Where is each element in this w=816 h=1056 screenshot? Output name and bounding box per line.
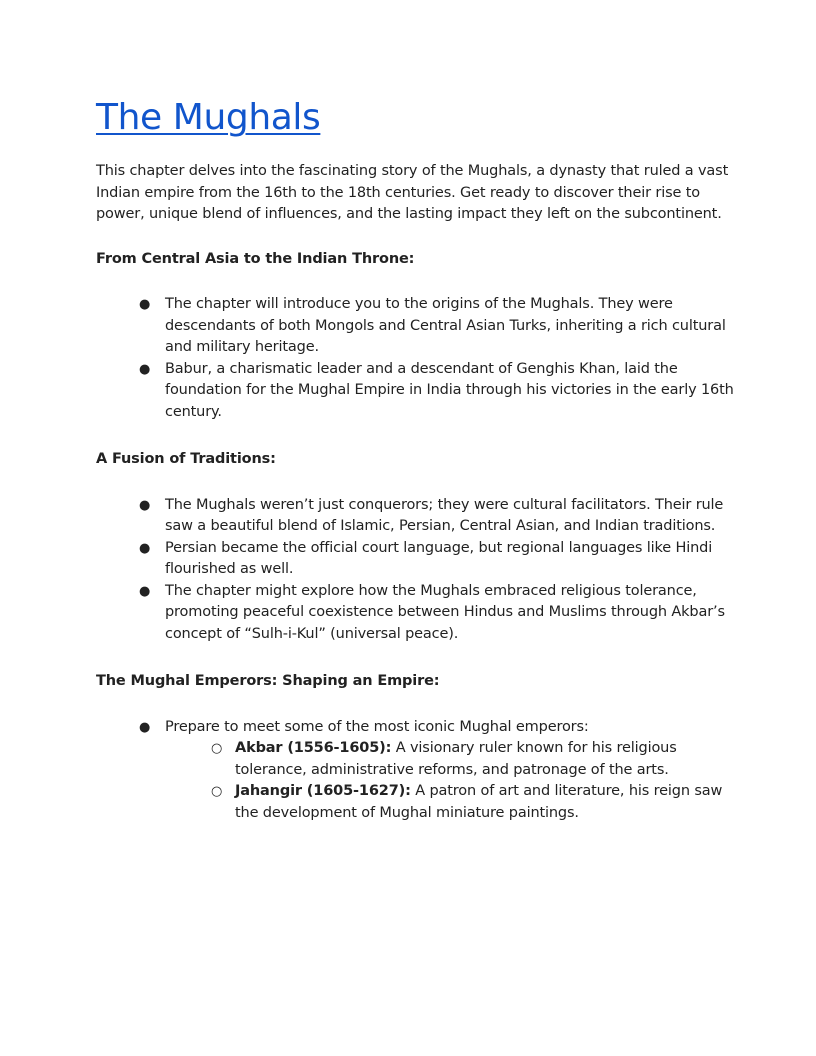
list-item xyxy=(96,581,736,646)
emperors-bullet-list xyxy=(96,717,736,825)
sub-bullet-icon: ○ xyxy=(211,784,223,799)
bullet-icon: ● xyxy=(139,583,151,599)
emperor-name-jahangir: Jahangir (1605-1627): xyxy=(235,783,411,799)
list-item xyxy=(96,294,736,359)
list-item xyxy=(96,538,736,581)
section-heading-origins: From Central Asia to the Indian Throne: xyxy=(96,250,415,267)
list-item-text: Persian became the official court language, but regional languages like Hindi flourished as well. xyxy=(165,539,713,577)
sub-list-item xyxy=(165,781,736,824)
bullet-icon: ● xyxy=(139,540,151,556)
bullet-icon: ● xyxy=(139,719,151,735)
document-page xyxy=(96,96,736,824)
list-item xyxy=(96,495,736,538)
list-item-text: The chapter will introduce you to the origins of the Mughals. They were descendants of both Mongols and Central Asian Turks, inheriting a rich cultural and military heritage. xyxy=(165,296,726,355)
list-item-text: The Mughals weren’t just conquerors; they were cultural facilitators. Their rule saw a beautiful blend of Islamic, Persian, Central Asian, and Indian traditions. xyxy=(165,496,724,534)
emperor-description-jahangir: A patron of art and literature, his reign saw the development of Mughal miniature paintings. xyxy=(235,783,723,821)
section-heading-traditions: A Fusion of Traditions: xyxy=(96,451,276,467)
list-item xyxy=(96,359,736,424)
list-item-text: The chapter might explore how the Mughals embraced religious tolerance, promoting peaceful coexistence between Hindus and Muslims through Akbar’s concept of “Sulh-i-Kul” (universal peace). xyxy=(165,582,725,642)
intro-paragraph: This chapter delves into the fascinating story of the Mughals, a dynasty that ruled a vast Indian empire from the 16th to the 18th centuries. Get ready to discover their rise to power, unique blend of influences, and the lasting impact they left on the subcontinent. xyxy=(96,163,729,222)
traditions-bullet-list xyxy=(96,495,736,646)
list-item-text: Babur, a charismatic leader and a descendant of Genghis Khan, laid the foundation for the Mughal Empire in India through his victories in the early 16th century. xyxy=(165,360,734,420)
emperor-sublist xyxy=(165,738,736,824)
bullet-icon: ● xyxy=(139,297,151,312)
section-heading-emperors: The Mughal Emperors: Shaping an Empire: xyxy=(96,673,440,689)
page-title-link[interactable]: The Mughals xyxy=(96,97,321,138)
list-item xyxy=(96,717,736,825)
sub-bullet-icon: ○ xyxy=(211,741,223,756)
list-item-text: Prepare to meet some of the most iconic Mughal emperors: xyxy=(165,718,589,735)
origins-bullet-list xyxy=(96,294,736,423)
bullet-icon: ● xyxy=(139,361,151,377)
sub-list-item xyxy=(165,738,736,781)
bullet-icon: ● xyxy=(139,497,151,513)
emperor-description-akbar: A visionary ruler known for his religious tolerance, administrative reforms, and patronage of the arts. xyxy=(235,740,677,778)
emperor-name-akbar: Akbar (1556-1605): xyxy=(235,740,392,756)
